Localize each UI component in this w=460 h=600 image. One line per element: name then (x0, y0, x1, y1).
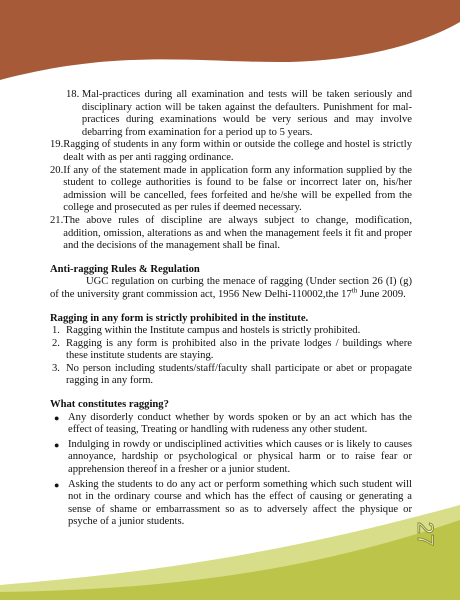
rule-text: Mal-practices during all examination and tests will be taken seriously and disciplinary action will be taken against the defaulters. Punishment for mal-practices during examinations would be very serious and may involve debarring from examination for a period up to 5 years. (81, 89, 412, 138)
bullet-icon: ● (54, 412, 60, 423)
rules-list (50, 89, 412, 253)
list-item-text: Indulging in rowdy or undisciplined activities which causes or is likely to causes annoyance, hardship or psychological or physical harm or to raise fear or apprehension thereof in a fresher or a junior student. (68, 438, 412, 476)
page-number: 27 (413, 521, 438, 547)
list-item (50, 439, 412, 477)
rule-text: The above rules of discipline are always subject to change, modification, addition, omission, alterations as and when the management feels it fit and proper and the decisions of the management shall be final. (63, 214, 412, 252)
header-wave (0, 0, 460, 80)
ugc-text-end: June 2009. (357, 288, 406, 300)
rule-number: 19. (50, 139, 64, 151)
rule-number: 21. (50, 214, 64, 226)
list-item-text: Ragging is any form is prohibited also in the private lodges / buildings where these institute students are staying. (66, 337, 412, 362)
list-item (50, 412, 412, 437)
rule-text: If any of the statement made in application form any information supplied by the student to college authorities is found to be false or incorrect later on, his/her admission will be cancelled, fees forfeited and he/she will be expelled from the college and prosecuted as per rules if deemed necessary. (63, 164, 412, 214)
rule-number: 20. (50, 164, 64, 176)
page-content (50, 89, 412, 531)
list-item (50, 479, 412, 529)
rule-number: 18. (66, 89, 82, 100)
constitutes-list (50, 412, 412, 529)
bullet-icon: ● (54, 479, 60, 490)
ugc-text: UGC regulation on curbing the menace of ragging (Under section 26 (I) (g) of the university grant commission act, 1956 New Delhi-110002,the 17 (50, 276, 412, 300)
prohibited-list (50, 325, 412, 388)
rule-item (50, 215, 412, 253)
list-item-text: Ragging within the Institute campus and hostels is strictly prohibited. (66, 325, 361, 337)
list-item: 1. Ragging within the Institute campus and hostels is strictly prohibited. (50, 325, 412, 338)
rule-text: Ragging of students in any form within or outside the college and hostel is strictly dealt with as per anti ragging ordinance. (63, 139, 412, 163)
rule-item (50, 89, 412, 139)
bullet-icon: ● (54, 439, 60, 450)
constitutes-heading: What constitutes ragging? (50, 399, 169, 411)
ugc-superscript: th (351, 286, 358, 295)
list-item: 3. No person including students/staff/faculty shall participate or abet or propagate ragging in any form. (52, 362, 412, 387)
rule-item (50, 139, 412, 164)
list-item-text: No person including students/staff/faculty shall participate or abet or propagate ragging in any form. (66, 362, 412, 387)
ugc-regulation-paragraph (50, 276, 412, 301)
rule-item (50, 165, 412, 215)
list-item-text: Any disorderly conduct whether by words spoken or by an act which has the effect of teasing, Treating or handling with rudeness any other student. (68, 411, 412, 436)
list-item: 2. Ragging is any form is prohibited also in the private lodges / buildings where these institute students are staying. (52, 337, 412, 362)
prohibited-heading: Ragging in any form is strictly prohibited in the institute. (50, 312, 309, 324)
list-item-text: Asking the students to do any act or perform something which such student will not in the ordinary course and which has the effect of causing or generating a sense of shame or embarrassment so as to adversely affect the physique or psyche of a junior students. (68, 478, 412, 528)
anti-ragging-heading: Anti-ragging Rules & Regulation (50, 263, 200, 275)
